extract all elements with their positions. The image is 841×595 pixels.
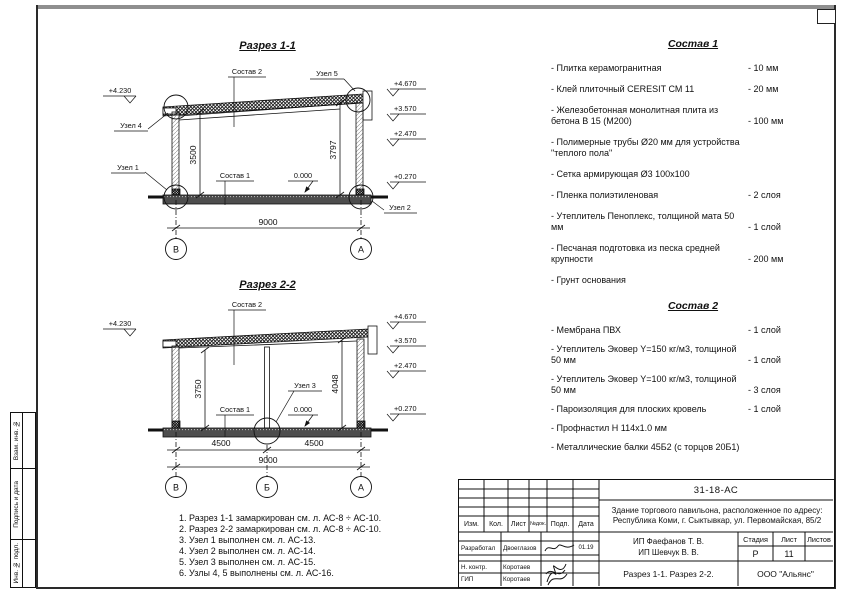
elevation-mark: +4.670 — [394, 79, 417, 88]
note-line: 6. Узлы 4, 5 выполнены см. л. АС-16. — [179, 568, 334, 578]
project-name: Здание торгового павильона, расположенное по адресу: Республика Коми, г. Сыктывкар, ул. Первомайская, 85/2 — [611, 506, 823, 525]
section-2-title: Разрез 2-2 — [239, 279, 296, 291]
list-item: - Грунт основания — [551, 275, 626, 285]
signature-scribble — [543, 542, 577, 554]
title-block — [458, 479, 835, 588]
composition1-callout: Состав 1 — [219, 405, 251, 414]
left-column — [172, 112, 179, 196]
list-item: - Пароизоляция для плоских кровель - 1 слой — [551, 404, 781, 414]
sheets-total — [805, 546, 833, 561]
zero-level: 0.000 — [293, 405, 313, 414]
strip-label-cell: Подпись и дата — [11, 469, 23, 539]
composition2-callout: Состав 2 — [231, 67, 263, 76]
dim-span2: 4500 — [304, 438, 324, 448]
composition1-callout: Состав 1 — [219, 171, 251, 180]
list-item: - Плитка керамогранитная - 10 мм — [551, 63, 779, 73]
rev-header-data: Дата — [578, 520, 594, 528]
rev-header-podp: Подп. — [550, 520, 570, 528]
stage-value: Р — [752, 548, 759, 559]
strip-label-cell: Взам. инв. № — [11, 413, 23, 468]
role-name: Коротаев — [503, 563, 531, 571]
axis-label: А — [357, 244, 365, 255]
right-column — [357, 339, 364, 428]
list-item: - Профнастил Н 114х1.0 мм — [551, 423, 667, 433]
list-item: - Полимерные трубы Ø20 мм для устройства "теплого пола" — [551, 137, 740, 158]
role-name: Коротаев — [503, 576, 531, 583]
frame-corner-box — [817, 9, 836, 24]
dimensions — [166, 100, 372, 260]
role-label: Разработал — [461, 544, 496, 552]
roof-slab — [163, 329, 368, 348]
composition2-callout: Состав 2 — [231, 300, 263, 309]
note-line: 4. Узел 2 выполнен см. л. АС-14. — [179, 546, 316, 556]
role-name: Двоеглазов — [503, 544, 537, 552]
list-item: - Утеплитель Эковер Y=150 кг/м3, толщиной 50 мм - 1 слой — [551, 344, 781, 365]
parapet — [363, 91, 372, 120]
elevation-mark: +2.470 — [394, 361, 417, 370]
node3-callout: Узел 3 — [294, 381, 316, 390]
node5-callout: Узел 5 — [316, 69, 338, 78]
list-item: - Клей плиточный CERESIT СМ 11 - 20 мм — [551, 84, 779, 94]
list-item: - Сетка армирующая Ø3 100х100 — [551, 169, 690, 179]
rev-header-izm: Изм. — [464, 520, 479, 528]
left-column — [172, 346, 179, 428]
section-1-1-drawing — [95, 55, 460, 270]
elevation-mark: +4.670 — [394, 312, 417, 321]
note-line: 3. Узел 1 выполнен см. л. АС-13. — [179, 535, 316, 545]
strip-label-cell: Инв. № подл. — [11, 540, 23, 587]
list-item: - Железобетонная монолитная плита из бетона В 15 (М200) - 100 мм — [551, 105, 784, 126]
strip-cell — [11, 469, 35, 540]
zero-level: 0.000 — [293, 171, 313, 180]
company: ООО "Альянс" — [757, 568, 814, 579]
note-line: 2. Разрез 2-2 замаркирован см. л. АС-8 ÷ АС-10. — [179, 524, 382, 534]
rev-header-kol: Кол. — [489, 520, 503, 528]
list-item: - Утеплитель Пеноплекс, толщиной мата 50 мм - 1 слой — [551, 211, 781, 232]
list-item: - Утеплитель Эковер Y=100 кг/м3, толщиной 50 мм - 3 слоя — [551, 374, 781, 395]
right-column — [356, 103, 363, 196]
axis-label: Б — [264, 482, 270, 493]
elevation-mark: +2.470 — [394, 129, 417, 138]
doc-number: 31-18-АС — [693, 484, 739, 496]
elevation-mark: +0.270 — [394, 172, 417, 181]
strip-value-cell — [23, 469, 35, 539]
parapet — [368, 326, 377, 354]
side-stamp-strip — [10, 412, 36, 588]
middle-column — [265, 347, 270, 428]
dim-span1: 4500 — [211, 438, 231, 448]
stage-header: Стадия — [743, 534, 768, 544]
elevation-mark: +0.270 — [394, 404, 417, 413]
composition-2-list — [551, 300, 835, 461]
elevation-mark: +3.570 — [394, 104, 417, 113]
elevation-left: +4.230 — [108, 86, 132, 95]
composition-1-title: Состав 1 — [667, 38, 719, 50]
axis-label: В — [172, 482, 180, 493]
list-item: - Пленка полиэтиленовая - 2 слоя — [551, 190, 781, 200]
role-date: 01.19 — [578, 545, 594, 551]
elevation-left: +4.230 — [108, 319, 132, 328]
list-item: - Мембрана ПВХ - 1 слой — [551, 325, 781, 335]
axis-label: В — [172, 244, 180, 255]
dim-width: 9000 — [258, 455, 278, 465]
strip-cell — [11, 540, 35, 587]
rev-header-list: Лист — [510, 520, 527, 528]
note-line: 1. Разрез 1-1 замаркирован см. л. АС-8 ÷ АС-10. — [179, 513, 382, 523]
dim-height-right: 4048 — [330, 374, 340, 394]
notes-block — [179, 513, 381, 579]
leaders-and-marks — [103, 77, 426, 213]
frame-left-line — [36, 5, 38, 589]
role-label: Н. контр. — [461, 563, 487, 571]
dim-width: 9000 — [258, 217, 278, 227]
sheet-title: Разрез 1-1. Разрез 2-2. — [623, 568, 714, 579]
sheet-header: Лист — [781, 534, 797, 544]
signature-scribble — [543, 560, 571, 586]
frame-top-line — [36, 5, 836, 9]
building-structure — [148, 326, 388, 444]
clients: ИП Фаефанов Т. В. ИП Шевчук В. В. — [632, 536, 705, 557]
dim-height-left: 3500 — [188, 145, 198, 165]
rev-header-ndok: №док. — [529, 521, 547, 527]
node2-callout: Узел 2 — [389, 203, 411, 212]
list-item: - Песчаная подготовка из песка средней крупности - 200 мм — [551, 243, 784, 264]
role-label: ГИП — [461, 576, 474, 583]
composition-1-list — [551, 38, 835, 296]
strip-cell — [11, 413, 35, 469]
sheets-total-header: Листов — [807, 534, 831, 544]
section-2-2-drawing — [95, 295, 460, 505]
dim-height-left: 3750 — [193, 379, 203, 399]
dim-height-right: 3797 — [328, 140, 338, 160]
list-item: - Металлические балки 45Б2 (с торцов 20Б1) — [551, 442, 740, 452]
composition-2-title: Состав 2 — [667, 300, 719, 312]
strip-value-cell — [23, 413, 35, 468]
node4-callout: Узел 4 — [120, 121, 142, 130]
note-line: 5. Узел 3 выполнен см. л. АС-15. — [179, 557, 316, 567]
strip-value-cell — [23, 540, 35, 587]
elevation-mark: +3.570 — [394, 336, 417, 345]
section-1-title: Разрез 1-1 — [239, 40, 296, 52]
node1-callout: Узел 1 — [117, 163, 139, 172]
sheet-number: 11 — [784, 548, 794, 559]
axis-label: А — [357, 482, 365, 493]
building-structure — [148, 88, 388, 209]
